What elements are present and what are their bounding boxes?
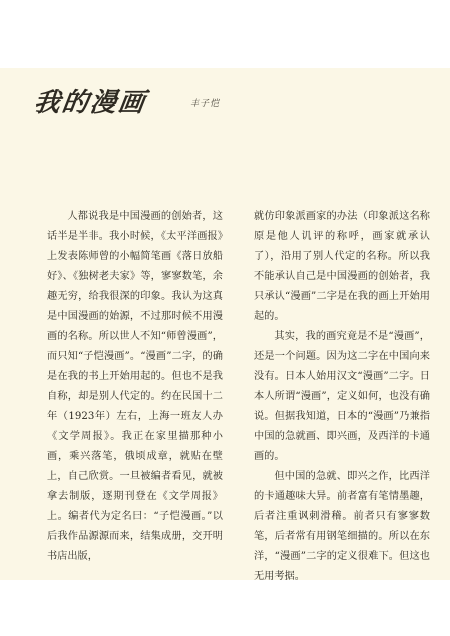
article-title: 我的漫画 bbox=[31, 88, 149, 118]
paragraph: 其实，我的画究竟是不是“漫画”，还是一个问题。因为这二字在中国向来没有。日本人始用汉文“漫画”二字。日本人所谓“漫画”，定义如何，也没有确说。但据我知道，日本的“漫画”乃兼指中国的急就画、即兴画，及西洋的卡通画的。 bbox=[254, 331, 430, 462]
paragraph: 但中国的急就、即兴之作，比西洋的卡通趣味大异。前者富有笔情墨趣，后者注重讽刺滑稽。前者只有寥寥数笔，后者常有用钢笔细描的。所以在东洋，“漫画”二字的定义很难下。但这也无用考据。 bbox=[254, 471, 430, 582]
paragraph: 就仿印象派画家的办法（印象派这名称原是他人讥评的称呼，画家就承认了），沿用了别人代定的名称。所以我不能承认自己是中国漫画的创始者，我只承认“漫画”二字是在我的画上开始用起的。 bbox=[254, 211, 430, 322]
left-column bbox=[47, 207, 223, 567]
author-signature: 丰子恺 bbox=[190, 99, 221, 109]
paragraph: 人都说我是中国漫画的创始者，这话半是半非。我小时候，《太平洋画报》上发表陈师曾的小幅简笔画《落日放船好》、《独树老夫家》等，寥寥数笔，余趣无穷，给我很深的印象。我认为这真是中国漫画的始源，不过那时候不用漫画的名称。所以世人不知“师曾漫画”，而只知“子恺漫画”。“漫画”二字，的确是在我的书上开始用起的。但也不是我自称，却是别人代定的。约在民国十二年（1923年）左右，上海一班友人办《文学周报》。我正在家里描那种小画，乘兴落笔，俄顷成章，就贴在壁上，自己欣赏。一旦被编者看见，就被拿去制版，逐期刊登在《文学周报》上。编者代为定名曰：“子恺漫画。”以后我作品源源而来，结集成册，交开明书店出版， bbox=[47, 211, 223, 562]
book-page bbox=[0, 68, 450, 580]
right-column bbox=[254, 207, 430, 587]
